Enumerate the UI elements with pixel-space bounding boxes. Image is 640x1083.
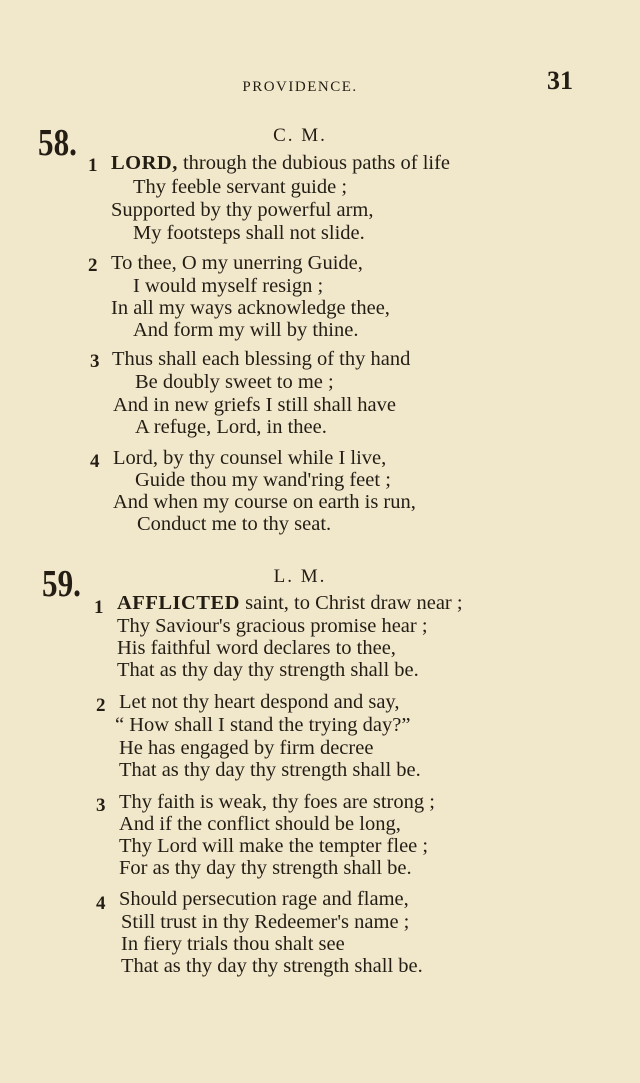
verse-line: Thus shall each blessing of thy hand — [112, 348, 411, 370]
verse-line: Thy Lord will make the tempter flee ; — [119, 835, 429, 857]
verse-line: Thy Saviour's gracious promise hear ; — [117, 615, 428, 637]
verse-line: In all my ways acknowledge thee, — [111, 297, 390, 319]
verse-line: “ How shall I stand the trying day?” — [115, 714, 411, 736]
hymn-meter: L. M. — [273, 566, 327, 587]
verse-line: Conduct me to thy seat. — [137, 513, 332, 535]
verse-line: That as thy day thy strength shall be. — [121, 955, 423, 977]
verse-first-word: LORD, — [111, 152, 178, 174]
verse-line: I would myself resign ; — [133, 275, 324, 297]
verse-number: 3 — [96, 795, 106, 816]
verse-line: My footsteps shall not slide. — [133, 222, 365, 244]
verse-line: To thee, O my unerring Guide, — [111, 252, 363, 274]
verse-line: And in new griefs I still shall have — [113, 394, 396, 416]
verse-number: 3 — [90, 351, 100, 372]
verse-line: His faithful word declares to thee, — [117, 637, 396, 659]
verse-line: Guide thou my wand'ring feet ; — [135, 469, 391, 491]
verse-line-rest: saint, to Christ draw near ; — [239, 592, 463, 614]
verse-line: For as thy day thy strength shall be. — [119, 857, 412, 879]
verse-line-rest: through the dubious paths of life — [177, 152, 451, 174]
verse-number: 2 — [88, 255, 98, 276]
page-header-title: PROVIDENCE. — [242, 79, 358, 95]
verse-number: 1 — [88, 155, 98, 176]
verse-line: Thy feeble servant guide ; — [133, 176, 348, 198]
verse-line: Be doubly sweet to me ; — [135, 371, 334, 393]
verse-line: And if the conflict should be long, — [119, 813, 401, 835]
verse-line: That as thy day thy strength shall be. — [119, 759, 421, 781]
verse-line: Supported by thy powerful arm, — [111, 199, 374, 221]
verse-line: In fiery trials thou shalt see — [121, 933, 345, 955]
page-number: 31 — [547, 66, 573, 95]
verse-line: A refuge, Lord, in thee. — [135, 416, 327, 438]
hymn-meter: C. M. — [273, 125, 327, 146]
hymn-number: 59. — [42, 563, 81, 605]
verse-line: Thy faith is weak, thy foes are strong ; — [119, 791, 435, 813]
verse-number: 4 — [90, 451, 100, 472]
verse-line — [111, 152, 450, 175]
verse-line: That as thy day thy strength shall be. — [117, 659, 419, 681]
verse-line: Still trust in thy Redeemer's name ; — [121, 911, 410, 933]
verse-line: He has engaged by firm decree — [119, 737, 374, 759]
verse-line: Let not thy heart despond and say, — [119, 691, 400, 713]
verse-number: 1 — [94, 597, 104, 618]
verse-number: 4 — [96, 893, 106, 914]
verse-line: And when my course on earth is run, — [113, 491, 416, 513]
verse-line: And form my will by thine. — [133, 319, 359, 341]
verse-line — [117, 592, 463, 615]
verse-line: Should persecution rage and flame, — [119, 888, 409, 910]
verse-first-word: AFFLICTED — [117, 592, 240, 614]
verse-line: Lord, by thy counsel while I live, — [113, 447, 387, 469]
hymn-number: 58. — [38, 122, 77, 164]
verse-number: 2 — [96, 695, 106, 716]
